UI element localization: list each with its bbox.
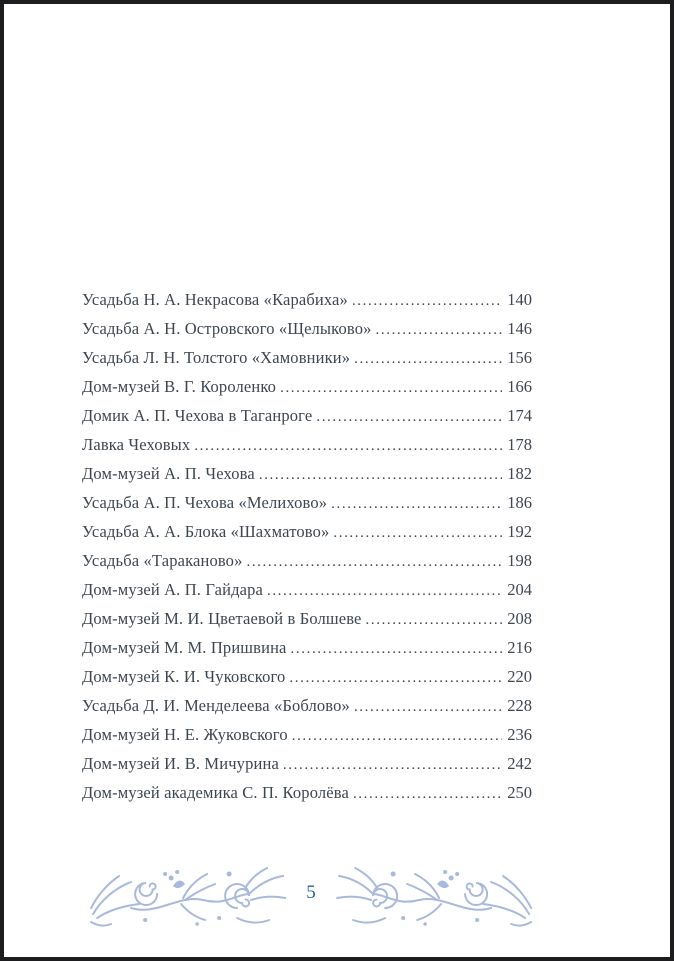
toc-entry-page: 186 bbox=[507, 493, 532, 512]
toc-entry-title: Дом-музей А. П. Чехова bbox=[82, 464, 255, 483]
toc-entry-page: 140 bbox=[507, 290, 532, 309]
toc-entry-title: Дом-музей И. В. Мичурина bbox=[82, 754, 279, 773]
toc-dot-leader bbox=[246, 546, 502, 577]
toc-entry-page: 208 bbox=[507, 609, 532, 628]
toc-dot-leader bbox=[354, 343, 502, 374]
toc-dot-leader bbox=[194, 430, 502, 461]
toc-dot-leader bbox=[331, 488, 502, 519]
toc-row bbox=[82, 604, 532, 633]
toc-dot-leader bbox=[352, 285, 502, 316]
toc-row bbox=[82, 691, 532, 720]
toc-entry-page: 198 bbox=[507, 551, 532, 570]
toc-row bbox=[82, 314, 532, 343]
toc-row bbox=[82, 488, 532, 517]
toc-entry-page: 156 bbox=[507, 348, 532, 367]
toc-entry-page: 204 bbox=[507, 580, 532, 599]
toc-entry-title: Дом-музей М. И. Цветаевой в Болшеве bbox=[82, 609, 362, 628]
toc-dot-leader bbox=[376, 314, 503, 345]
toc-entry-title: Дом-музей А. П. Гайдара bbox=[82, 580, 263, 599]
toc-dot-leader bbox=[267, 575, 502, 606]
toc-row bbox=[82, 285, 532, 314]
toc-list bbox=[82, 285, 532, 807]
toc-row bbox=[82, 720, 532, 749]
toc-row bbox=[82, 749, 532, 778]
toc-entry-title: Усадьба «Тараканово» bbox=[82, 551, 243, 570]
toc-entry-title: Дом-музей Н. Е. Жуковского bbox=[82, 725, 288, 744]
toc-dot-leader bbox=[333, 517, 502, 548]
toc-row bbox=[82, 546, 532, 575]
toc-row bbox=[82, 517, 532, 546]
toc-entry-page: 242 bbox=[507, 754, 532, 773]
toc-dot-leader bbox=[353, 778, 502, 809]
toc-entry-title: Усадьба А. А. Блока «Шахматово» bbox=[82, 522, 330, 541]
toc-entry-title: Лавка Чеховых bbox=[82, 435, 191, 454]
toc-entry-title: Дом-музей М. М. Пришвина bbox=[82, 638, 287, 657]
toc-entry-page: 192 bbox=[507, 522, 532, 541]
toc-row bbox=[82, 401, 532, 430]
toc-entry-page: 216 bbox=[507, 638, 532, 657]
toc-entry-title: Усадьба Д. И. Менделеева «Боблово» bbox=[82, 696, 350, 715]
toc-row bbox=[82, 343, 532, 372]
toc-entry-title: Усадьба Л. Н. Толстого «Хамовники» bbox=[82, 348, 351, 367]
toc-entry-page: 220 bbox=[507, 667, 532, 686]
toc-entry-title: Усадьба А. Н. Островского «Щелыково» bbox=[82, 319, 372, 338]
toc-row bbox=[82, 430, 532, 459]
page-number: 5 bbox=[306, 882, 316, 903]
toc-entry-title: Дом-музей В. Г. Короленко bbox=[82, 377, 277, 396]
toc-dot-leader bbox=[259, 459, 502, 490]
toc-entry-title: Домик А. П. Чехова в Таганроге bbox=[82, 406, 313, 425]
floral-flourish-icon bbox=[86, 864, 288, 930]
toc-dot-leader bbox=[316, 401, 502, 432]
toc-entry-page: 178 bbox=[507, 435, 532, 454]
toc-row bbox=[82, 778, 532, 807]
toc-dot-leader bbox=[289, 662, 502, 693]
page-footer bbox=[86, 862, 536, 932]
toc-dot-leader bbox=[354, 691, 502, 722]
toc-row bbox=[82, 633, 532, 662]
toc-entry-title: Дом-музей академика С. П. Королёва bbox=[82, 783, 349, 802]
toc-entry-page: 228 bbox=[507, 696, 532, 715]
toc-row bbox=[82, 575, 532, 604]
toc-row bbox=[82, 372, 532, 401]
toc-entry-page: 174 bbox=[507, 406, 532, 425]
toc-row bbox=[82, 662, 532, 691]
floral-flourish-mirrored-icon bbox=[334, 864, 536, 930]
toc-entry-page: 146 bbox=[507, 319, 532, 338]
toc-dot-leader bbox=[291, 633, 503, 664]
toc-entry-title: Дом-музей К. И. Чуковского bbox=[82, 667, 286, 686]
toc-row bbox=[82, 459, 532, 488]
toc-entry-page: 250 bbox=[507, 783, 532, 802]
toc-entry-title: Усадьба А. П. Чехова «Мелихово» bbox=[82, 493, 328, 512]
toc-entry-title: Усадьба Н. А. Некрасова «Карабиха» bbox=[82, 290, 348, 309]
toc-entry-page: 182 bbox=[507, 464, 532, 483]
toc-dot-leader bbox=[292, 720, 503, 751]
toc-entry-page: 166 bbox=[507, 377, 532, 396]
toc-dot-leader bbox=[280, 372, 502, 403]
toc-dot-leader bbox=[366, 604, 503, 635]
toc-dot-leader bbox=[283, 749, 502, 780]
toc-entry-page: 236 bbox=[507, 725, 532, 744]
